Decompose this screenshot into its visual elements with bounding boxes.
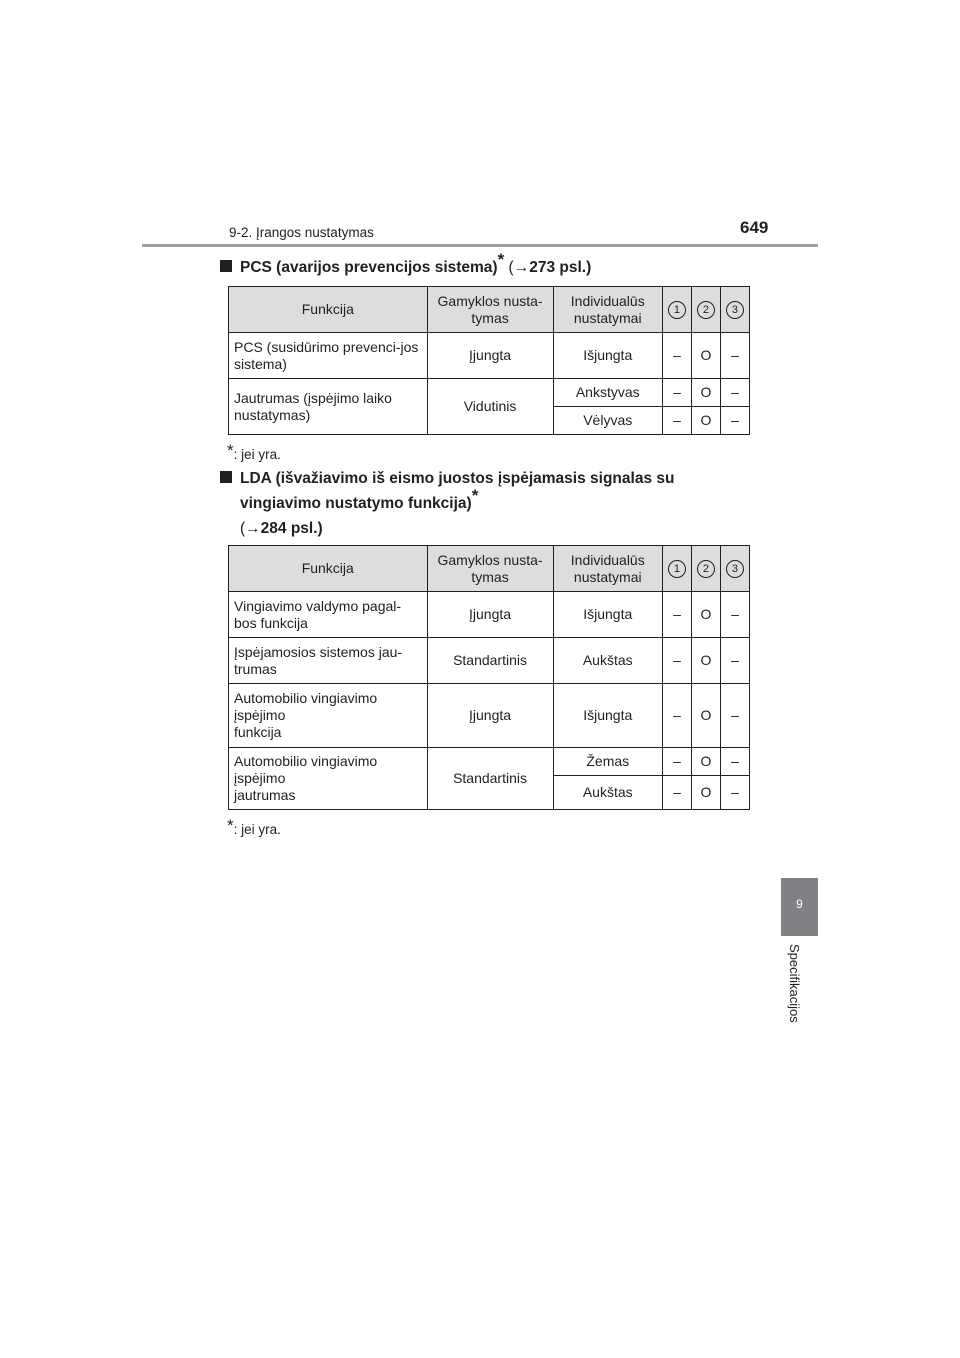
cell-setting-2: O [691,379,720,407]
page-number: 649 [740,218,769,237]
arrow-icon: → [513,259,530,276]
cell-default: Standartinis [427,748,553,810]
pcs-footnote [227,441,281,462]
cell-setting-3: – [720,748,749,776]
ref-open: ( [240,520,246,537]
col-function: Funkcija [229,546,428,592]
footnote-star: * [227,816,234,835]
cell-default: Įjungta [427,333,553,379]
cell-setting-1: – [662,333,691,379]
cell-setting-2: O [691,748,720,776]
cell-function: PCS (susidūrimo prevenci-jos sistema) [229,333,428,379]
lda-page-ref[interactable]: 284 psl.) [260,520,323,537]
function-line-3: funkcija [234,724,282,740]
col-custom: Individualūs nustatymai [553,546,662,592]
cell-setting-2: O [691,776,720,810]
lda-heading-line2: vingiavimo nustatymo funkcija) [240,495,472,512]
circle-number-3: 3 [726,560,744,578]
chapter-label: Specifikacijos [787,944,802,1023]
chapter-number: 9 [796,897,803,911]
function-word: Automobilio vingiavimo [234,690,378,706]
table-row [229,379,750,407]
table-header-row [229,546,750,592]
square-bullet-icon [220,471,232,483]
col-default: Gamyklos nusta-tymas [427,546,553,592]
cell-function [229,684,428,748]
cell-function: Įspėjamosios sistemos jau-trumas [229,638,428,684]
cell-custom: Aukštas [553,638,662,684]
function-line-2: įspėjimo [234,707,286,723]
cell-setting-1: – [662,776,691,810]
lda-heading [220,466,748,541]
cell-setting-2: O [691,333,720,379]
cell-default: Vidutinis [427,379,553,435]
cell-setting-3: – [720,684,749,748]
col-custom: Individualūs nustatymai [553,287,662,333]
cell-custom: Ankstyvas [553,379,662,407]
circle-number-2: 2 [697,301,715,319]
cell-setting-3: – [720,333,749,379]
arrow-icon: → [245,520,261,537]
cell-setting-3: – [720,407,749,435]
cell-setting-2: O [691,407,720,435]
cell-setting-3: – [720,379,749,407]
pcs-heading-text: PCS (avarijos prevencijos sistema) [240,259,498,276]
function-line-1: Automobilio vingiavimo [234,753,378,769]
cell-custom: Aukštas [553,776,662,810]
cell-setting-3: – [720,592,749,638]
table-row [229,748,750,776]
section-title: 9-2. Įrangos nustatymas [229,225,374,240]
function-line-3: jautrumas [234,787,296,803]
cell-default: Įjungta [427,684,553,748]
function-line-2: įspėjimo [234,770,286,786]
cell-setting-1: – [662,684,691,748]
col-function: Funkcija [229,287,428,333]
footnote-star: * [471,486,479,505]
circle-number-1: 1 [668,301,686,319]
cell-setting-1: – [662,592,691,638]
square-bullet-icon [220,260,232,272]
lda-table [228,545,750,810]
cell-custom: Išjungta [553,684,662,748]
table-header-row [229,287,750,333]
cell-function [229,748,428,810]
table-row [229,333,750,379]
cell-function: Vingiavimo valdymo pagal-bos funkcija [229,592,428,638]
circle-number-3: 3 [726,301,744,319]
lda-heading-line1: LDA (išvažiavimo iš eismo juostos įspėjamasis signalas su [240,470,675,487]
cell-default: Standartinis [427,638,553,684]
cell-custom: Vėlyvas [553,407,662,435]
footnote-text: : jei yra. [233,447,281,462]
table-row [229,638,750,684]
cell-custom: Išjungta [553,333,662,379]
cell-setting-3: – [720,638,749,684]
footnote-star: * [227,441,234,460]
circle-number-1: 1 [668,560,686,578]
footnote-text: : jei yra. [233,822,281,837]
cell-setting-2: O [691,684,720,748]
cell-setting-1: – [662,407,691,435]
cell-custom: Žemas [553,748,662,776]
cell-default: Įjungta [427,592,553,638]
cell-function: Jautrumas (įspėjimo laiko nustatymas) [229,379,428,435]
cell-setting-2: O [691,592,720,638]
circle-number-2: 2 [697,560,715,578]
cell-setting-3: – [720,776,749,810]
col-default: Gamyklos nusta-tymas [427,287,553,333]
pcs-table [228,286,750,435]
pcs-heading [220,250,592,280]
cell-custom: Išjungta [553,592,662,638]
ref-open: ( [508,259,514,276]
cell-setting-2: O [691,638,720,684]
table-row [229,684,750,748]
footnote-star: * [497,250,505,269]
table-row [229,592,750,638]
chapter-tab [781,878,818,936]
cell-setting-1: – [662,379,691,407]
pcs-page-ref[interactable]: 273 psl.) [529,259,592,276]
cell-setting-1: – [662,748,691,776]
cell-setting-1: – [662,638,691,684]
lda-footnote [227,816,281,837]
header-divider [142,244,818,247]
